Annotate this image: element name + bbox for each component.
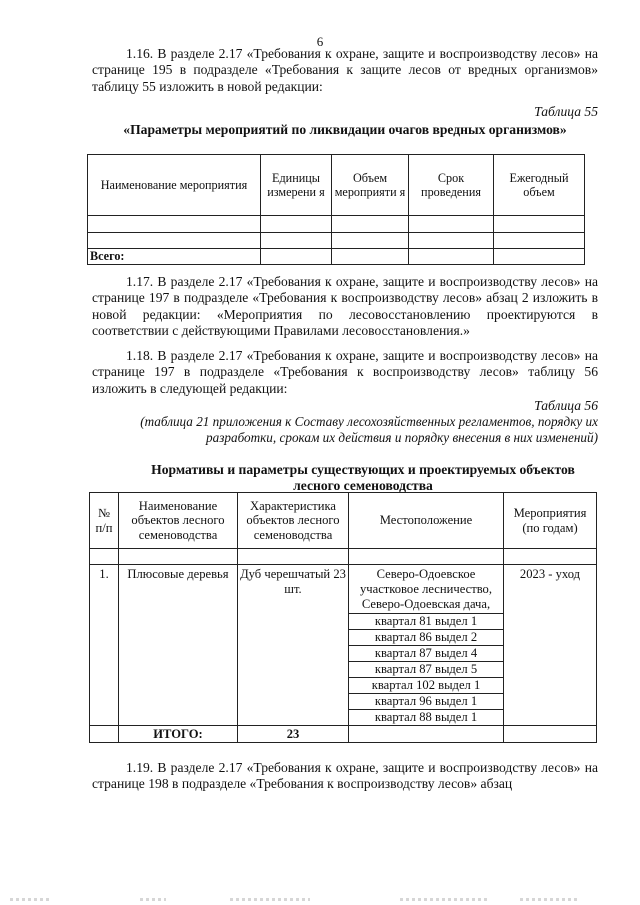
total-label: ИТОГО: — [119, 726, 238, 743]
paragraph-1-18: 1.18. В разделе 2.17 «Требования к охране, защите и воспроизводству лесов» на странице 197 в подразделе «Требования к воспроизводству лесов» таблицу 56 изложить в следующей редакции: — [92, 348, 598, 396]
row-number: 1. — [90, 565, 119, 726]
location-line: квартал 86 выдел 2 — [349, 629, 503, 645]
header-cell: Наименование мероприятия — [88, 155, 261, 216]
header-cell: № п/п — [90, 493, 119, 549]
location-head: Северо-Одоевское участковое лесничество, Северо-Одоевская дача, — [359, 567, 493, 611]
table-row — [88, 216, 585, 233]
table-row — [90, 726, 597, 743]
table-row — [88, 233, 585, 249]
table-row — [90, 549, 597, 565]
location-line: квартал 88 выдел 1 — [349, 709, 503, 725]
paragraph-1-16: 1.16. В разделе 2.17 «Требования к охране, защите и воспроизводству лесов» на странице 195 в подразделе «Требования к защите лесов от вредных организмов» таблицу 55 изложить в новой редакции: — [92, 46, 598, 94]
table-55-title: «Параметры мероприятий по ликвидации очагов вредных организмов» — [123, 122, 567, 137]
table-56-note: (таблица 21 приложения к Составу лесохозяйственных регламентов, порядку их разработки, срокам их действия и порядку внесения в них изменений) — [140, 414, 598, 445]
header-cell: Мероприятия (по годам) — [504, 493, 597, 549]
header-cell: Местоположение — [349, 493, 504, 549]
paragraph-1-19: 1.19. В разделе 2.17 «Требования к охране, защите и воспроизводству лесов» на странице 198 в подразделе «Требования к воспроизводству лесов» абзац — [92, 760, 598, 792]
scan-artifact — [400, 898, 490, 901]
table-row — [90, 565, 597, 726]
header-cell: Срок проведения — [409, 155, 494, 216]
location-line: квартал 87 выдел 5 — [349, 661, 503, 677]
scan-artifact — [140, 898, 166, 901]
object-name: Плюсовые деревья — [119, 565, 238, 726]
header-cell: Наименование объектов лесного семеноводства — [119, 493, 238, 549]
location-line: квартал 102 выдел 1 — [349, 677, 503, 693]
header-cell: Характеристика объектов лесного семеноводства — [238, 493, 349, 549]
total-label: Всего: — [88, 249, 261, 265]
location-line: квартал 87 выдел 4 — [349, 645, 503, 661]
location-line: квартал 81 выдел 1 — [349, 613, 503, 629]
scan-artifact — [230, 898, 310, 901]
scan-artifact — [520, 898, 580, 901]
location-cell — [349, 565, 504, 726]
total-value: 23 — [238, 726, 349, 743]
paragraph-1-17: 1.17. В разделе 2.17 «Требования к охране, защите и воспроизводству лесов» на странице 197 в подразделе «Требования к воспроизводству лесов» абзац 2 изложить в новой редакции: «Мероприятия по лесовосстановлению проектируются в соответствии с действующими Правилами лесовосстановления.» — [92, 274, 598, 339]
page-number: 6 — [316, 34, 324, 49]
table-55-label: Таблица 55 — [534, 104, 598, 119]
header-cell: Объем мероприяти я — [332, 155, 409, 216]
table-55 — [87, 154, 585, 265]
measures: 2023 - уход — [504, 565, 597, 726]
object-characteristic: Дуб черешчатый 23 шт. — [238, 565, 349, 726]
header-cell: Единицы измерени я — [261, 155, 332, 216]
header-cell: Ежегодный объем — [494, 155, 585, 216]
location-line: квартал 96 выдел 1 — [349, 693, 503, 709]
table-56-title: Нормативы и параметры существующих и проектируемых объектов лесного семеноводства — [151, 462, 575, 493]
table-56 — [89, 492, 597, 743]
table-56-label: Таблица 56 — [534, 398, 598, 413]
table-row — [88, 249, 585, 265]
scan-artifact — [10, 898, 50, 901]
